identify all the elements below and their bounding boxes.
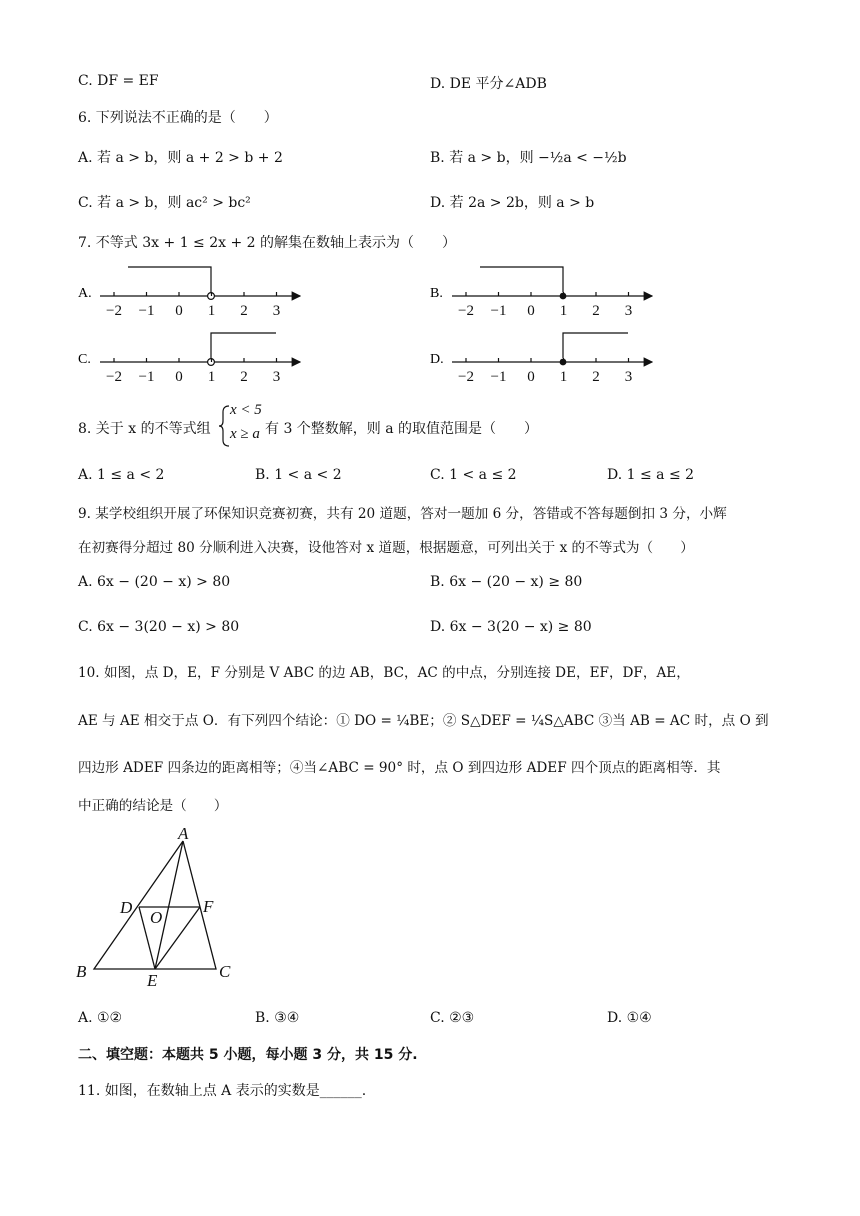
q7-d-tick-label: −2 (458, 369, 474, 385)
q6-stem: 6. 下列说法不正确的是（ ） (78, 110, 278, 126)
q6-option-b: B. 若 a > b，则 −½a < −½b (430, 150, 627, 166)
q7-option-d-figure (430, 333, 652, 367)
q7-c-tick-label: 0 (175, 369, 183, 385)
q7-a-tick-label: 1 (207, 303, 216, 319)
q7-a-tick-label: 3 (272, 303, 281, 319)
q7-a-tick-label: 2 (240, 303, 248, 319)
q8-option-a: A. 1 ≤ a < 2 (78, 467, 165, 483)
q7-c-tick-label: 2 (240, 369, 248, 385)
q8-system-line2: x ≥ a (230, 426, 260, 442)
q10-stem-line2: AE 与 AE 相交于点 O．有下列四个结论：① DO = ¼BE；② S△DEF = ¼S△ABC ③当 AB = AC 时，点 O 到 (78, 713, 769, 729)
q7-number-lines (70, 255, 790, 385)
q7-option-a-figure (78, 267, 300, 301)
q7-d-tick-label: 1 (559, 369, 568, 385)
q5-option-d: D. DE 平分∠ADB (430, 76, 547, 92)
q7-label-c: C. (78, 352, 91, 367)
q7-a-tick-label: −1 (138, 303, 155, 319)
point-d-label: D (120, 898, 133, 917)
q9-stem-line2: 在初赛得分超过 80 分顺利进入决赛，设他答对 x 道题，根据题意，可列出关于 x 的不等式为（ ） (78, 540, 694, 556)
q7-b-tick-label: 1 (559, 303, 568, 319)
q10-stem-line3: 四边形 ADEF 四条边的距离相等；④当∠ABC = 90° 时，点 O 到四边形 ADEF 四个顶点的距离相等．其 (78, 760, 721, 776)
q10-option-a: A. ①② (78, 1010, 123, 1026)
point-c-label: C (219, 962, 231, 981)
q7-stem: 7. 不等式 3x + 1 ≤ 2x + 2 的解集在数轴上表示为（ ） (78, 235, 457, 251)
q9-option-d: D. 6x − 3(20 − x) ≥ 80 (430, 619, 592, 635)
q9-option-b: B. 6x − (20 − x) ≥ 80 (430, 574, 583, 590)
q7-c-tick-label: −2 (106, 369, 122, 385)
q7-label-b: B. (430, 286, 443, 301)
q8-stem-post: 有 3 个整数解，则 a 的取值范围是（ ） (265, 421, 539, 437)
point-o-label: O (150, 908, 163, 927)
section-2-heading: 二、填空题：本题共 5 小题，每小题 3 分，共 15 分. (78, 1047, 418, 1063)
q10-option-b: B. ③④ (255, 1010, 300, 1026)
point-f-label: F (203, 897, 214, 916)
q7-b-tick-label: 3 (624, 303, 633, 319)
q7-a-tick-label: −2 (106, 303, 122, 319)
q7-b-tick-label: 0 (527, 303, 535, 319)
q10-option-d: D. ①④ (607, 1010, 652, 1026)
q6-option-d: D. 若 2a > 2b，则 a > b (430, 195, 595, 211)
point-b-label: B (76, 962, 87, 981)
q9-stem-line1: 9. 某学校组织开展了环保知识竞赛初赛，共有 20 道题，答对一题加 6 分，答错或不答每题倒扣 3 分，小辉 (78, 506, 727, 522)
q7-d-tick-label: −1 (490, 369, 507, 385)
q8-option-c: C. 1 < a ≤ 2 (430, 467, 517, 483)
q7-b-tick-label: −1 (490, 303, 507, 319)
q7-b-tick-label: 2 (592, 303, 600, 319)
q9-option-c: C. 6x − 3(20 − x) > 80 (78, 619, 240, 635)
q10-triangle-figure (70, 825, 250, 995)
q7-a-tick-label: 0 (175, 303, 183, 319)
q7-c-tick-label: 3 (272, 369, 281, 385)
q9-option-a: A. 6x − (20 − x) > 80 (78, 574, 231, 590)
q8-option-d: D. 1 ≤ a ≤ 2 (607, 467, 695, 483)
q8-option-b: B. 1 < a < 2 (255, 467, 342, 483)
q7-option-b-figure (430, 267, 652, 301)
q10-stem-line4: 中正确的结论是（ ） (78, 798, 228, 814)
q7-option-c-figure (78, 333, 300, 367)
q7-c-tick-label: −1 (138, 369, 155, 385)
q8-system-line1: x < 5 (230, 402, 262, 418)
q5-option-c: C. DF = EF (78, 73, 159, 89)
q7-label-d: D. (430, 352, 444, 367)
q7-label-a: A. (78, 286, 92, 301)
q7-d-tick-label: 3 (624, 369, 633, 385)
q7-d-tick-label: 2 (592, 369, 600, 385)
q7-c-tick-label: 1 (207, 369, 216, 385)
point-e-label: E (147, 971, 158, 990)
q10-stem-line1: 10. 如图，点 D，E，F 分别是 V ABC 的边 AB，BC，AC 的中点，分别连接 DE，EF，DF，AE， (78, 665, 690, 681)
q10-option-c: C. ②③ (430, 1010, 475, 1026)
q7-b-tick-label: −2 (458, 303, 474, 319)
q6-option-c: C. 若 a > b，则 ac² > bc² (78, 195, 251, 211)
q11-stem: 11. 如图，在数轴上点 A 表示的实数是______. (78, 1083, 367, 1099)
point-a-label: A (178, 825, 189, 843)
q6-option-a: A. 若 a > b，则 a + 2 > b + 2 (78, 150, 283, 166)
q7-d-tick-label: 0 (527, 369, 535, 385)
q8-stem-pre: 8. 关于 x 的不等式组 (78, 421, 211, 437)
triangle-abc (94, 841, 216, 969)
